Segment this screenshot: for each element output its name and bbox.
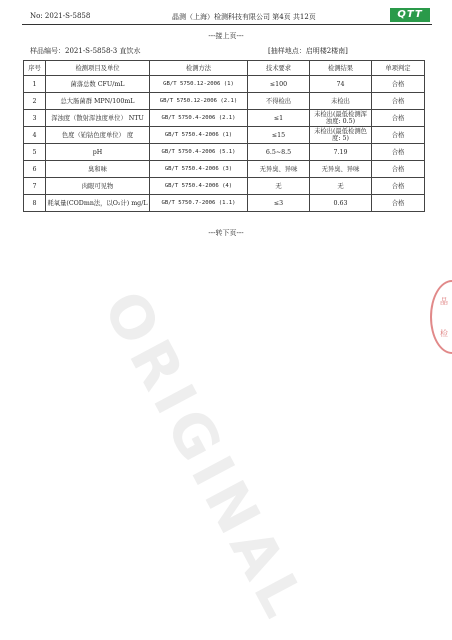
cell-requirement: ≤100 [248, 76, 310, 93]
cell-index: 2 [24, 93, 46, 110]
cell-result: 7.19 [310, 144, 372, 161]
original-watermark: ORIGINAL [89, 280, 321, 633]
col-header-index: 序号 [24, 61, 46, 76]
cell-item: 肉眼可见物 [46, 178, 150, 195]
cell-judgement: 合格 [372, 161, 425, 178]
cell-item: 菌落总数 CFU/mL [46, 76, 150, 93]
cell-index: 3 [24, 110, 46, 127]
col-header-result: 检测结果 [310, 61, 372, 76]
cell-item: 耗氧量(CODmn法，以O₂计) mg/L [46, 195, 150, 212]
cell-result: 未检出(最低检测浑浊度: 0.5) [310, 110, 372, 127]
cell-judgement: 合格 [372, 195, 425, 212]
col-header-method: 检测方法 [150, 61, 248, 76]
cell-method: GB/T 5750.4-2006 (3) [150, 161, 248, 178]
cell-method: GB/T 5750.4-2006 (5.1) [150, 144, 248, 161]
table-row [24, 178, 425, 195]
cell-method: GB/T 5750.7-2006 (1.1) [150, 195, 248, 212]
results-table [23, 60, 425, 212]
cell-index: 7 [24, 178, 46, 195]
cell-requirement: 无 [248, 178, 310, 195]
cell-judgement: 合格 [372, 110, 425, 127]
table-row [24, 127, 425, 144]
cell-item: 色度（铂钴色度单位） 度 [46, 127, 150, 144]
cell-requirement: ≤3 [248, 195, 310, 212]
sample-number: 样品编号：2021-S-5858-3 直饮水 [30, 47, 141, 55]
cell-index: 4 [24, 127, 46, 144]
sampling-location: [抽样地点：启明楼2楼南] [268, 47, 348, 55]
col-header-judgement: 单项判定 [372, 61, 425, 76]
company-page-title: 晶测（上海）检测科技有限公司 第4页 共12页 [172, 13, 316, 21]
cell-requirement: ≤1 [248, 110, 310, 127]
cell-method: GB/T 5750.4-2006 (1) [150, 127, 248, 144]
cell-index: 5 [24, 144, 46, 161]
cell-item: 臭和味 [46, 161, 150, 178]
cell-judgement: 合格 [372, 93, 425, 110]
cell-requirement: 6.5~8.5 [248, 144, 310, 161]
cell-method: GB/T 5750.4-2006 (2.1) [150, 110, 248, 127]
cell-result: 0.63 [310, 195, 372, 212]
cell-result: 未检出(最低检测色度: 5) [310, 127, 372, 144]
cell-index: 6 [24, 161, 46, 178]
cell-requirement: ≤15 [248, 127, 310, 144]
table-row [24, 161, 425, 178]
cell-judgement: 合格 [372, 76, 425, 93]
col-header-item: 检测项目及单位 [46, 61, 150, 76]
header-divider [22, 24, 432, 25]
cell-item: pH [46, 144, 150, 161]
company-logo: QTT [390, 8, 430, 22]
cell-result: 未检出 [310, 93, 372, 110]
turn-page-marker: ---转下页--- [208, 229, 244, 237]
table-row [24, 110, 425, 127]
cell-judgement: 合格 [372, 127, 425, 144]
cell-requirement: 不得检出 [248, 93, 310, 110]
table-row [24, 76, 425, 93]
col-header-requirement: 技术要求 [248, 61, 310, 76]
cell-index: 8 [24, 195, 46, 212]
cell-judgement: 合格 [372, 178, 425, 195]
cell-requirement: 无异臭、异味 [248, 161, 310, 178]
table-row [24, 195, 425, 212]
cell-judgement: 合格 [372, 144, 425, 161]
report-number: No: 2021-S-5858 [30, 12, 91, 20]
cell-result: 无 [310, 178, 372, 195]
cell-method: GB/T 5750.4-2006 (4) [150, 178, 248, 195]
cell-result: 无异臭、异味 [310, 161, 372, 178]
table-row [24, 93, 425, 110]
cell-item: 总大肠菌群 MPN/100mL [46, 93, 150, 110]
cell-method: GB/T 5750.12-2006 (1) [150, 76, 248, 93]
cell-method: GB/T 5750.12-2006 (2.1) [150, 93, 248, 110]
table-header-row [24, 61, 425, 76]
seal-stamp: 晶 检 [430, 280, 452, 354]
cell-result: 74 [310, 76, 372, 93]
cell-index: 1 [24, 76, 46, 93]
table-row [24, 144, 425, 161]
continued-marker: ---接上页--- [208, 32, 244, 40]
page-header [22, 8, 434, 24]
cell-item: 浑浊度（散射浑浊度单位） NTU [46, 110, 150, 127]
